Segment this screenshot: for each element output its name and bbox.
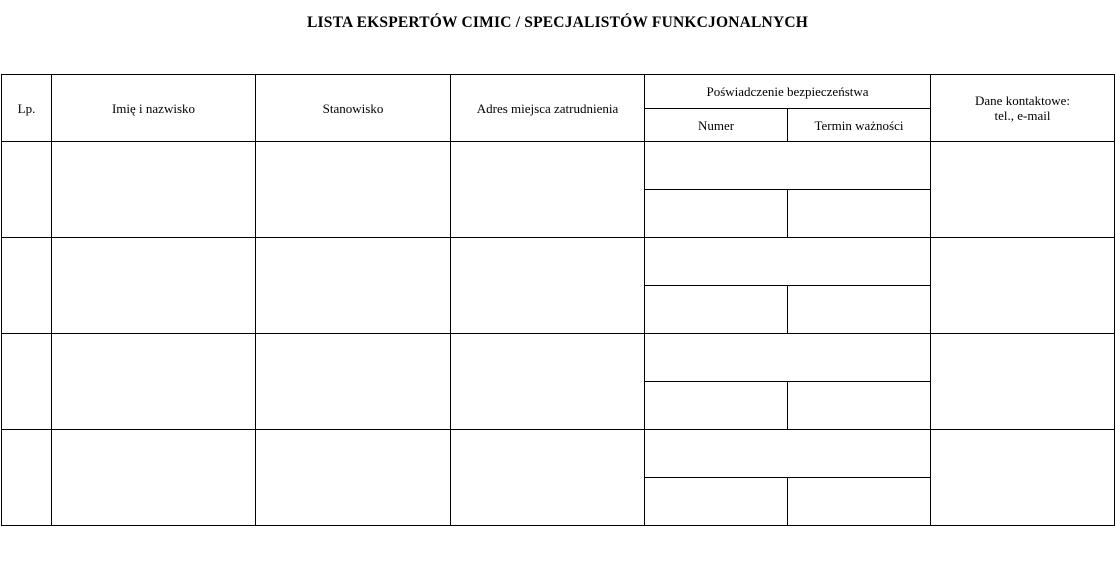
cell-address[interactable] (451, 334, 645, 430)
cell-clearance-expiry[interactable] (788, 190, 931, 238)
cell-clearance-number[interactable] (645, 382, 788, 430)
header-clearance-expiry: Termin ważności (788, 109, 931, 142)
header-contact (931, 75, 1115, 142)
header-clearance-number: Numer (645, 109, 788, 142)
table-row (2, 334, 1115, 382)
cell-clearance[interactable] (645, 238, 931, 286)
document-title: LISTA EKSPERTÓW CIMIC / SPECJALISTÓW FUNKCJONALNYCH (306, 14, 808, 31)
cell-name[interactable] (52, 238, 256, 334)
cell-clearance-expiry[interactable] (788, 382, 931, 430)
cell-clearance-number[interactable] (645, 286, 788, 334)
cell-clearance-expiry[interactable] (788, 286, 931, 334)
cell-contact[interactable] (931, 142, 1115, 238)
cell-contact[interactable] (931, 334, 1115, 430)
cell-name[interactable] (52, 142, 256, 238)
cell-position[interactable] (256, 142, 451, 238)
cell-position[interactable] (256, 238, 451, 334)
header-position: Stanowisko (256, 75, 451, 142)
cell-contact[interactable] (931, 430, 1115, 526)
header-row-1 (2, 75, 1115, 109)
cell-clearance[interactable] (645, 430, 931, 478)
cell-name[interactable] (52, 334, 256, 430)
header-name: Imię i nazwisko (52, 75, 256, 142)
cell-lp[interactable] (2, 334, 52, 430)
header-contact-line2: tel., e-mail (994, 108, 1051, 123)
cell-clearance-expiry[interactable] (788, 478, 931, 526)
table-row (2, 430, 1115, 478)
cell-clearance[interactable] (645, 142, 931, 190)
table-row (2, 238, 1115, 286)
cell-lp[interactable] (2, 142, 52, 238)
header-contact-line1: Dane kontaktowe: (975, 93, 1070, 108)
header-clearance: Poświadczenie bezpieczeństwa (645, 75, 931, 109)
header-lp: Lp. (2, 75, 52, 142)
cell-address[interactable] (451, 142, 645, 238)
cell-address[interactable] (451, 238, 645, 334)
table-row (2, 142, 1115, 190)
cell-clearance[interactable] (645, 334, 931, 382)
table-header (2, 75, 1115, 142)
cell-clearance-number[interactable] (645, 190, 788, 238)
header-address: Adres miejsca zatrudnienia (451, 75, 645, 142)
cell-position[interactable] (256, 334, 451, 430)
table-body (2, 142, 1115, 526)
cell-lp[interactable] (2, 238, 52, 334)
cell-lp[interactable] (2, 430, 52, 526)
experts-table (1, 74, 1115, 526)
cell-position[interactable] (256, 430, 451, 526)
cell-address[interactable] (451, 430, 645, 526)
cell-contact[interactable] (931, 238, 1115, 334)
cell-name[interactable] (52, 430, 256, 526)
cell-clearance-number[interactable] (645, 478, 788, 526)
